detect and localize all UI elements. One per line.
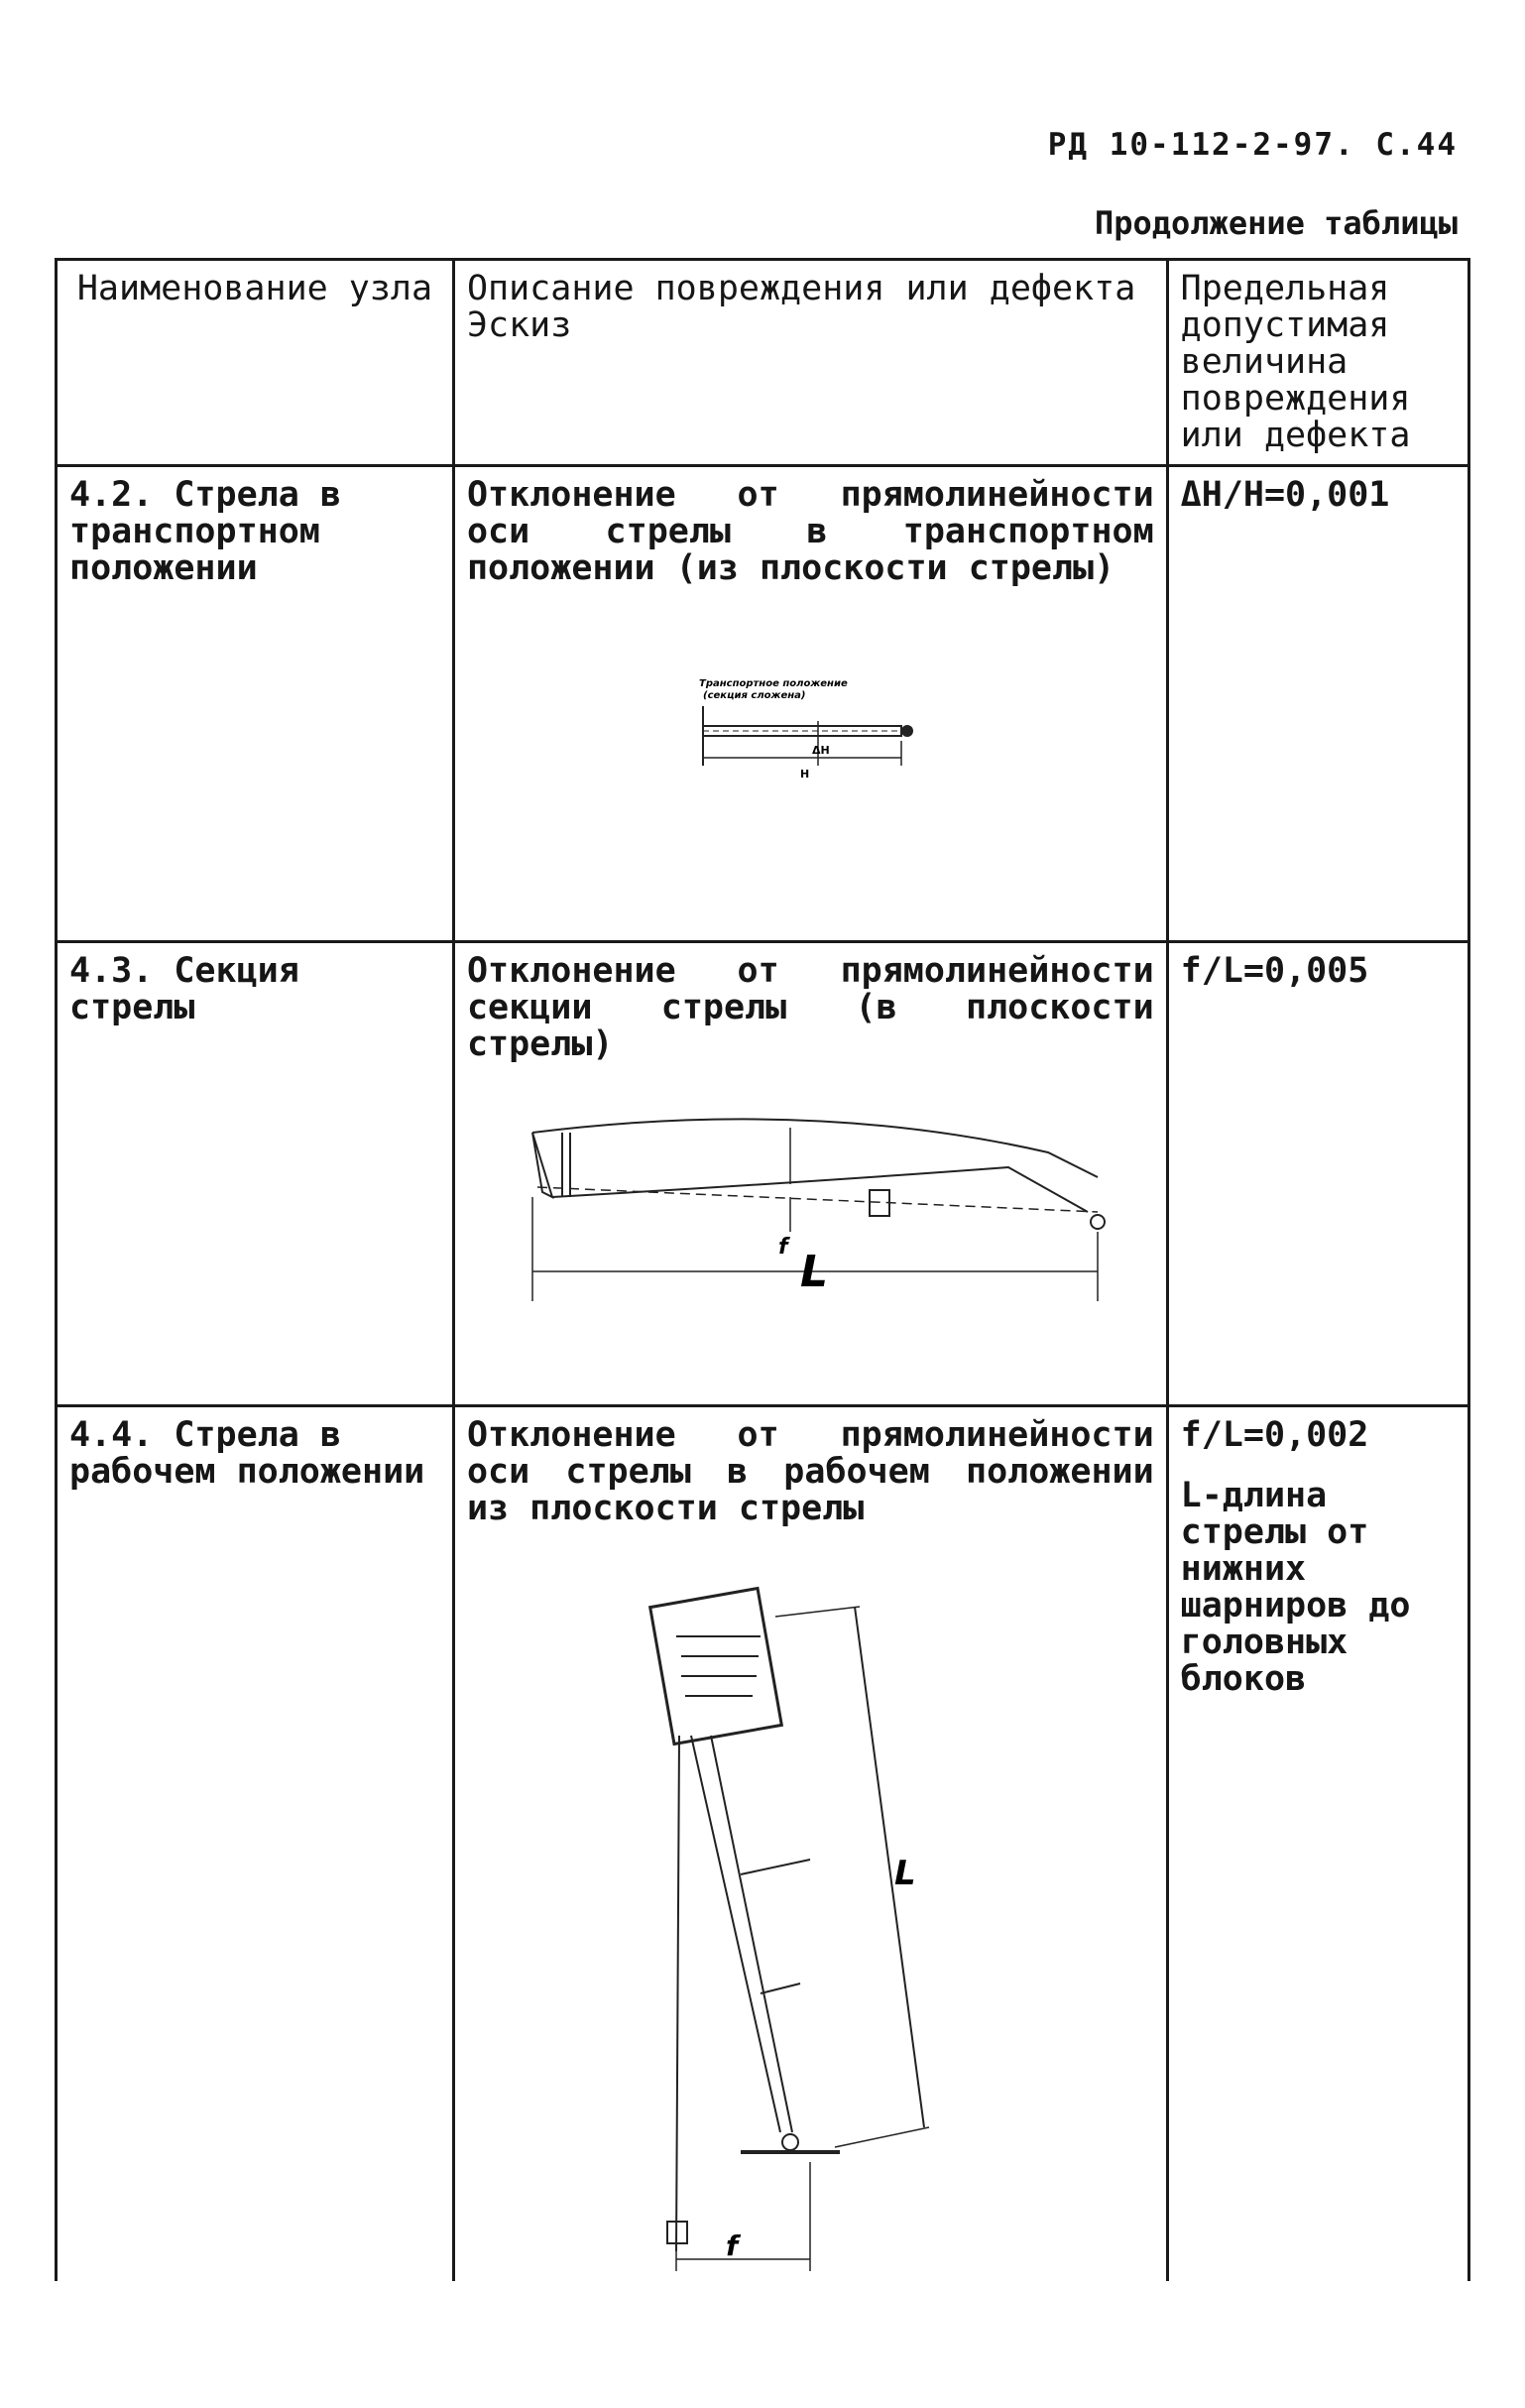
description-text: Отклонение от прямолинейности секции стрелы (в плоскости стрелы) (466, 951, 1154, 1064)
row-description (453, 942, 1167, 1406)
sketch-label-f: f (726, 2229, 739, 2262)
row-name: 4.4. Стрела в рабочем положении (57, 1406, 454, 2282)
row-description (453, 466, 1167, 942)
row-limit (1167, 466, 1468, 942)
sketch-label-f: f (778, 1235, 788, 1260)
row-limit (1167, 942, 1468, 1406)
sketch-label-h: H (800, 768, 810, 781)
limit-value: ΔH/H=0,001 (1180, 475, 1390, 515)
column-header-description: Описание повреждения или дефекта Эскиз (453, 260, 1167, 466)
description-text: Отклонение от прямолинейности оси стрелы в транспортном положении (из плоскости стрелы) (466, 475, 1154, 588)
transport-boom-sketch (681, 666, 939, 795)
row-name: 4.2. Стрела в транспортном положении (57, 466, 454, 942)
sketch-label-L: L (800, 1247, 829, 1297)
limit-note: L-длина стрелы от нижних шарниров до головных блоков (1180, 1476, 1411, 1699)
limit-value: f/L=0,005 (1180, 951, 1369, 991)
table-row (57, 942, 1469, 1406)
row-name: 4.3. Секция стрелы (57, 942, 454, 1406)
table-row (57, 1406, 1469, 2282)
boom-section-sketch (493, 1103, 1127, 1331)
document-reference: РД 10-112-2-97. С.44 (1047, 127, 1458, 163)
table-row (57, 466, 1469, 942)
working-boom-sketch (602, 1577, 1018, 2271)
row-description (453, 1406, 1167, 2282)
table-continuation-label: Продолжение таблицы (1094, 204, 1458, 242)
sketch-caption-2: (секция сложена) (703, 690, 806, 701)
column-header-limit: Предельная допустимая величина повреждения или дефекта (1167, 260, 1468, 466)
sketch-caption-1: Транспортное положение (699, 678, 849, 689)
sketch-label-dh: ΔH (812, 744, 831, 757)
defects-table (55, 258, 1470, 2281)
limit-value: f/L=0,002 (1180, 1415, 1369, 1455)
column-header-node: Наименование узла (57, 260, 454, 466)
sketch-label-L: L (894, 1854, 916, 1893)
row-limit (1167, 1406, 1468, 2282)
description-text: Отклонение от прямолинейности оси стрелы в рабочем положении из плоскости стрелы (466, 1415, 1154, 1528)
table-header-row (57, 260, 1469, 466)
